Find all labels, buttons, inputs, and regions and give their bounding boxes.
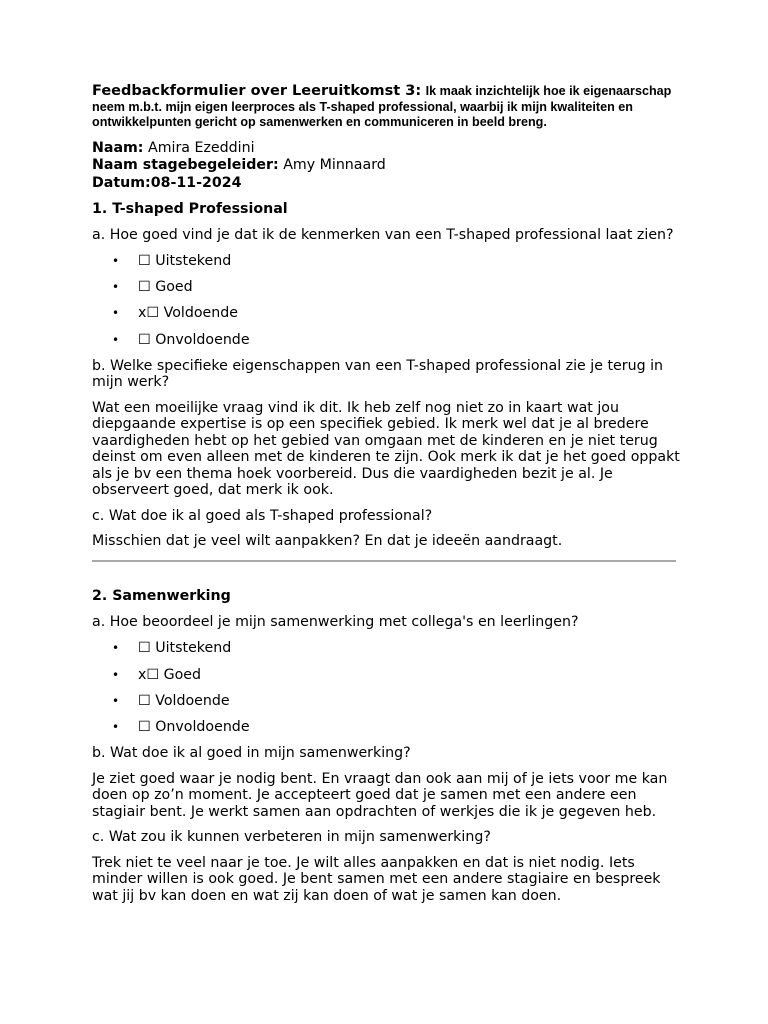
- bullet: •: [112, 332, 120, 347]
- date-label: Datum:: [92, 174, 151, 191]
- section1-answer-b: Wat een moeilijke vraag vind ik dit. Ik heb zelf nog niet zo in kaart wat jou diepgaande expertise is op een specifiek gebied. Ik merk wel dat je al bredere vaardigheden hebt op het gebied van omgaan met de kinderen en je niet terug deinst om even alleen met de kinderen te zijn. Ook merk ik dat je het goed oppakt als je bv een thema hoek voorbereid. Dus die vaardigheden bezit je al. Je observeert goed, dat merk ik ook.: [92, 399, 680, 499]
- section2-option-uitstekend[interactable]: [92, 640, 682, 657]
- option-label: ☐ Onvoldoende: [138, 331, 250, 348]
- supervisor-name-line: [92, 157, 682, 175]
- document-title: [92, 84, 682, 131]
- option-label: x☐ Goed: [138, 666, 202, 683]
- section1-option-goed[interactable]: [92, 279, 682, 296]
- section1-question-a: a. Hoe goed vind je dat ik de kenmerken van een T-shaped professional laat zien?: [92, 227, 674, 243]
- bullet: •: [112, 279, 120, 294]
- section1-answer-c: Misschien dat je veel wilt aanpakken? En dat je ideeën aandraagt.: [92, 533, 563, 550]
- section1-option-voldoende[interactable]: [92, 305, 682, 322]
- bullet: •: [112, 306, 120, 321]
- student-name-line: [92, 140, 682, 158]
- bullet: •: [112, 667, 120, 682]
- bullet: •: [112, 693, 120, 708]
- supervisor-name-value: Amy Minnaard: [283, 157, 386, 173]
- title-description: Ik maak inzichtelijk hoe ik eigenaarschap neem m.b.t. mijn eigen leerproces als T-shaped professional, waarbij ik mijn kwaliteiten en ontwikkelpunten gericht op samenwerken en communiceren in beeld breng.: [92, 84, 672, 129]
- section2-option-voldoende[interactable]: [92, 693, 682, 710]
- option-label: ☐ Onvoldoende: [138, 719, 250, 736]
- section2-option-goed[interactable]: [92, 667, 682, 684]
- date-line: [92, 175, 682, 193]
- section2-option-onvoldoende[interactable]: [92, 719, 682, 736]
- section1-option-uitstekend[interactable]: [92, 253, 682, 270]
- section1-title: 1. T-shaped Professional: [92, 201, 288, 217]
- title-lead: Feedbackformulier over Leeruitkomst 3:: [92, 83, 422, 99]
- bullet: •: [112, 720, 120, 735]
- option-label: ☐ Uitstekend: [138, 252, 232, 269]
- student-name-label: Naam:: [92, 139, 144, 156]
- bullet: •: [112, 641, 120, 656]
- student-name-value: Amira Ezeddini: [148, 139, 255, 156]
- supervisor-name-label: Naam stagebegeleider:: [92, 157, 279, 173]
- horizontal-divider: [92, 560, 676, 562]
- section2-question-c: c. Wat zou ik kunnen verbeteren in mijn samenwerking?: [92, 829, 491, 846]
- section2-answer-b: Je ziet goed waar je nodig bent. En vraagt dan ook aan mij of je iets voor me kan doen op zo’n moment. Je accepteert goed dat je samen met een andere een stagiair bent. Je werkt samen aan opdrachten of werkjes die ik je gegeven heb.: [92, 770, 668, 820]
- section1-question-b: b. Welke specifieke eigenschappen van een T-shaped professional zie je terug in mijn werk?: [92, 357, 664, 391]
- section2-answer-c: Trek niet te veel naar je toe. Je wilt alles aanpakken en dat is niet nodig. Iets minder willen is ook goed. Je bent samen met een andere stagiaire en bespreek wat jij bv kan doen en wat zij kan doen of wat je samen kan doen.: [92, 854, 661, 904]
- section1-rating-options: [92, 253, 682, 349]
- option-label: ☐ Uitstekend: [138, 640, 232, 657]
- option-label: ☐ Goed: [138, 278, 193, 295]
- document-content: [92, 84, 682, 904]
- section1-question-c: c. Wat doe ik al goed als T-shaped professional?: [92, 507, 433, 524]
- bullet: •: [112, 253, 120, 268]
- section2-question-b: b. Wat doe ik al goed in mijn samenwerking?: [92, 745, 411, 762]
- section2-question-a: a. Hoe beoordeel je mijn samenwerking met collega's en leerlingen?: [92, 613, 579, 630]
- section2-title: 2. Samenwerking: [92, 587, 231, 604]
- date-value: 08-11-2024: [150, 174, 242, 191]
- option-label: x☐ Voldoende: [138, 305, 238, 322]
- option-label: ☐ Voldoende: [138, 692, 230, 709]
- section1-option-onvoldoende[interactable]: [92, 332, 682, 349]
- section2-rating-options: [92, 640, 682, 736]
